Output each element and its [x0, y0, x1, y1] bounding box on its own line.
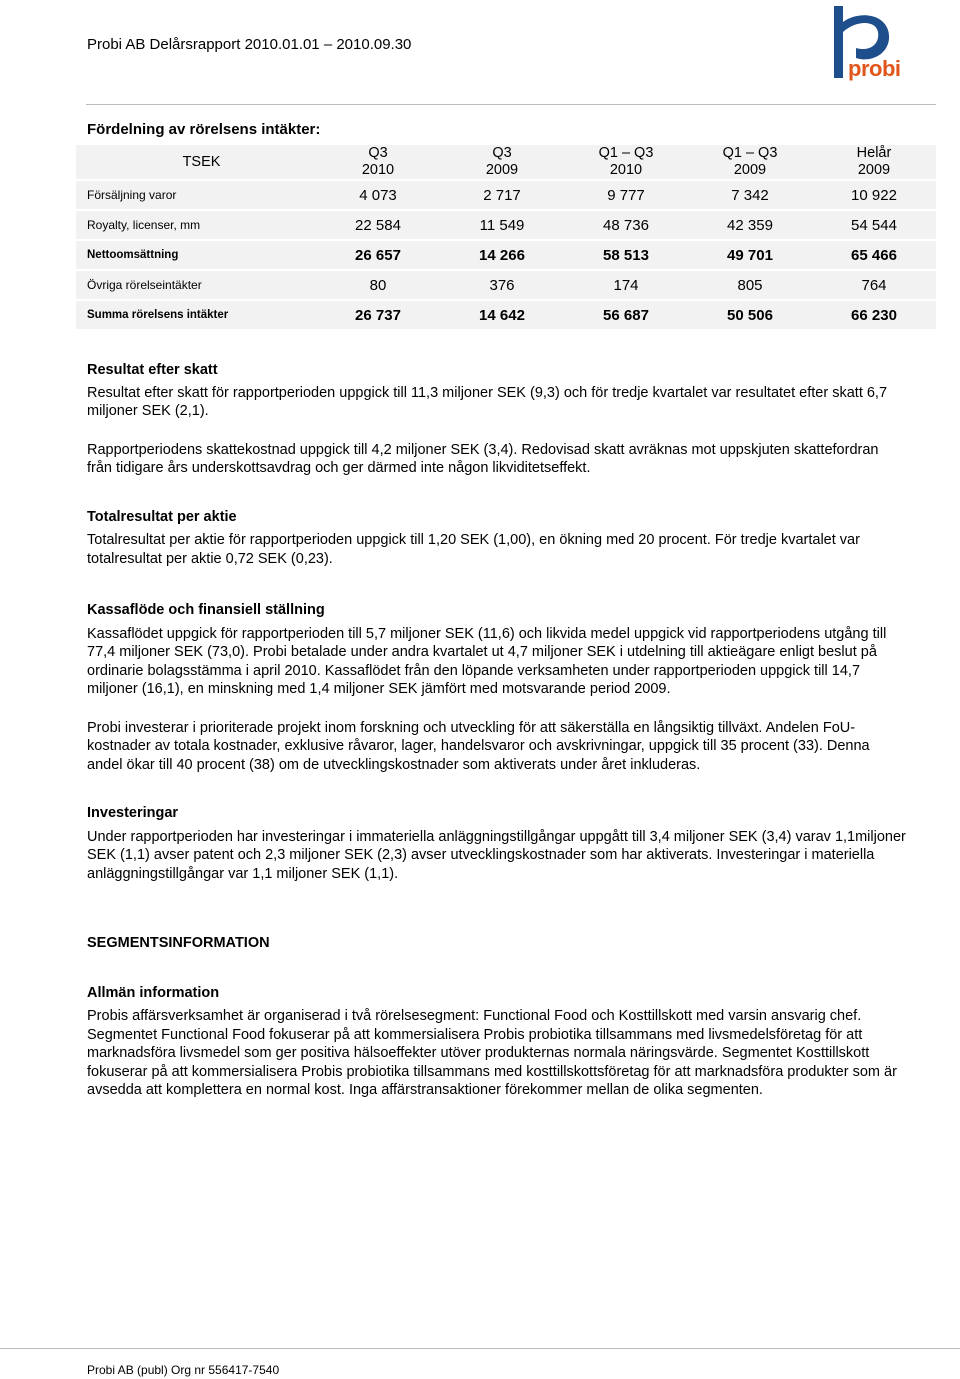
header-divider: [86, 104, 936, 105]
section-heading-investeringar: Investeringar: [87, 805, 179, 821]
table-cell: 22 584: [316, 210, 440, 240]
section-heading-kassaflode: Kassaflöde och finansiell ställning: [87, 602, 325, 618]
column-header: Q1 – Q3 2009: [688, 145, 812, 180]
revenue-table: [76, 145, 936, 331]
row-label: Försäljning varor: [76, 180, 316, 210]
table-header-row: [76, 145, 936, 180]
table-cell: 50 506: [688, 300, 812, 330]
section-heading-segment: SEGMENTSINFORMATION: [87, 935, 270, 951]
row-label: Nettoomsättning: [76, 240, 316, 270]
paragraph: Probis affärsverksamhet är organiserad i två rörelsesegment: Functional Food och Kosttillskott med varsin ansvarig chef. Segmentet Functional Food fokuserar på att kommersialisera Probis probiotika tillsammans med livsmedelsföretag för att marknadsföra livsmedel som ger positiva hälsoeffekter utöver produkternas normala näringsvärde. Segmentet Kosttillskott fokuserar på att kommersialisera Probis probiotika tillsammans med kosttillskottsföretag för att marknadsföra produkter som är avsedda att komplettera en normal kost. Inga affärstransaktioner förekommer mellan de olika segmenten.: [87, 1008, 897, 1098]
table-cell: 56 687: [564, 300, 688, 330]
table-cell: 4 073: [316, 180, 440, 210]
paragraph: Rapportperiodens skattekostnad uppgick till 4,2 miljoner SEK (3,4). Redovisad skatt avräknas mot uppskjuten skattefordran från tidigare års underskottsavdrag och ger därmed inte någon likviditetseffekt.: [87, 441, 879, 476]
column-header: Q3 2009: [440, 145, 564, 180]
footer-text: Probi AB (publ) Org nr 556417-7540: [87, 1363, 280, 1377]
row-label: Royalty, licenser, mm: [76, 210, 316, 240]
paragraph: Probi investerar i prioriterade projekt inom forskning och utveckling för att säkerställa en långsiktig tillväxt. Andelen FoU-kostnader av totala kostnader, exklusive råvaror, lager, handelsvaror och avskrivningar, uppgick till 35 procent (33). Denna andel ökar till 40 procent (38) om de utvecklingskostnader som aktiverats under året inkluderas.: [87, 719, 870, 773]
table-row: [76, 270, 936, 300]
paragraph: Kassaflödet uppgick för rapportperioden till 5,7 miljoner SEK (11,6) och likvida medel uppgick vid rapportperiodens utgång till 77,4 miljoner SEK (73,0). Probi betalade under andra kvartalet ut 4,7 miljoner SEK i utdelning till aktieägare enligt beslut på ordinarie bolagsstämma i april 2010. Kassaflödet från den löpande verksamheten under rapportperioden uppgick till 14,7 miljoner (16,1), en minskning med 1,4 miljoner SEK jämfört med motsvarande period 2009.: [87, 625, 887, 697]
section-heading-resultat: Resultat efter skatt: [87, 362, 218, 378]
column-header: Q1 – Q3 2010: [564, 145, 688, 180]
footer-divider: [0, 1348, 960, 1349]
table-cell: 80: [316, 270, 440, 300]
table-cell: 174: [564, 270, 688, 300]
table-row: [76, 300, 936, 330]
table-cell: 49 701: [688, 240, 812, 270]
table-cell: 66 230: [812, 300, 936, 330]
table-cell: 9 777: [564, 180, 688, 210]
table-cell: 11 549: [440, 210, 564, 240]
section-heading-allman: Allmän information: [87, 984, 220, 1001]
column-header: Q3 2010: [316, 145, 440, 180]
table-cell: 805: [688, 270, 812, 300]
table-cell: 376: [440, 270, 564, 300]
paragraph: Totalresultat per aktie för rapportperioden uppgick till 1,20 SEK (1,00), en ökning med 20 procent. För tredje kvartalet var totalresultat per aktie 0,72 SEK (0,23).: [87, 532, 860, 567]
row-label: Summa rörelsens intäkter: [76, 300, 316, 330]
table-cell: 14 642: [440, 300, 564, 330]
paragraph: Under rapportperioden har investeringar i immateriella anläggningstillgångar uppgått till 3,4 miljoner SEK (3,4) varav 1,1miljoner SEK (1,1) avser patent och 2,3 miljoner SEK (2,3) avser utvecklingskostnader som har aktiverats. Investeringar i materiella anläggningstillgångar var 1,1 miljoner SEK (1,1).: [87, 828, 906, 882]
table-cell: 14 266: [440, 240, 564, 270]
table-cell: 58 513: [564, 240, 688, 270]
paragraph: Resultat efter skatt för rapportperioden uppgick till 11,3 miljoner SEK (9,3) och för tredje kvartalet var resultatet efter skatt 6,7 miljoner SEK (2,1).: [87, 384, 888, 419]
table-cell: 10 922: [812, 180, 936, 210]
table-cell: 65 466: [812, 240, 936, 270]
table-row: [76, 240, 936, 270]
section-heading-totalresultat: Totalresultat per aktie: [87, 508, 237, 525]
table-cell: 7 342: [688, 180, 812, 210]
table-row: [76, 210, 936, 240]
logo-wordmark: probi: [848, 56, 901, 81]
row-label: Övriga rörelseintäkter: [76, 270, 316, 300]
table-cell: 2 717: [440, 180, 564, 210]
column-header: Helår 2009: [812, 145, 936, 180]
report-body: [87, 361, 907, 1100]
unit-label: TSEK: [76, 145, 316, 180]
table-cell: 764: [812, 270, 936, 300]
table-row: [76, 180, 936, 210]
page-header-title: Probi AB Delårsrapport 2010.01.01 – 2010.09.30: [87, 36, 412, 53]
table-cell: 48 736: [564, 210, 688, 240]
table-heading: Fördelning av rörelsens intäkter:: [87, 121, 321, 138]
table-cell: 42 359: [688, 210, 812, 240]
table-cell: 26 657: [316, 240, 440, 270]
table-cell: 54 544: [812, 210, 936, 240]
table-cell: 26 737: [316, 300, 440, 330]
